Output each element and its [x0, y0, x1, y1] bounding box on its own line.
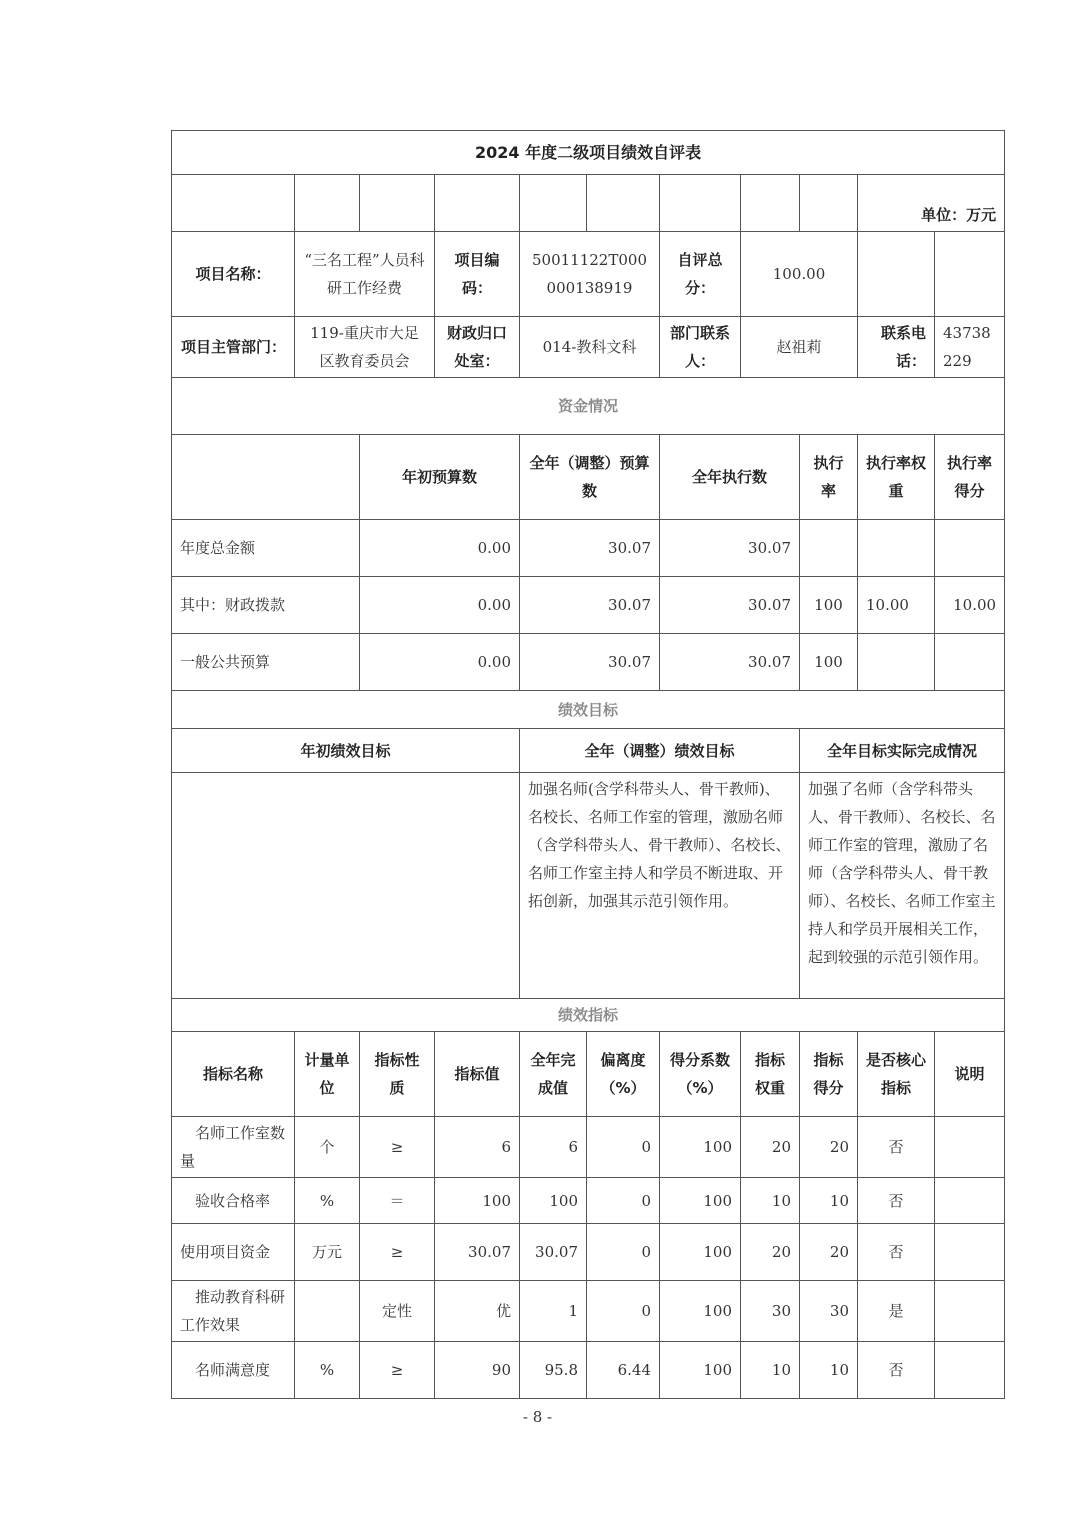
- indicator-weight: 10: [741, 1178, 800, 1224]
- page-number: - 8 -: [522, 1408, 553, 1426]
- indicator-weight: 20: [741, 1224, 800, 1281]
- indicator-actual: 95.8: [520, 1342, 587, 1399]
- self-score-value: 100.00: [741, 232, 858, 317]
- indicator-row: [172, 1342, 1005, 1399]
- blank-cell: [172, 435, 360, 520]
- blank-cell: [172, 175, 295, 232]
- funds-row-score: [935, 520, 1005, 577]
- indicator-deviation: 0: [587, 1281, 660, 1342]
- indicator-name: 推动教育科研工作效果: [172, 1281, 295, 1342]
- indicator-unit: 个: [295, 1117, 360, 1178]
- indicator-score: 10: [800, 1342, 858, 1399]
- indicators-header-core: 是否核心指标: [858, 1032, 935, 1117]
- funds-row-weight: [858, 634, 935, 691]
- blank-cell: [741, 175, 800, 232]
- indicators-header-nature: 指标性质: [360, 1032, 435, 1117]
- dept-label: 项目主管部门：: [172, 317, 295, 378]
- indicator-nature: ≥: [360, 1117, 435, 1178]
- phone-value: 43738229: [935, 317, 1005, 378]
- indicator-row: [172, 1117, 1005, 1178]
- indicator-deviation: 0: [587, 1117, 660, 1178]
- indicator-core: 否: [858, 1178, 935, 1224]
- unit-label: 单位：万元: [858, 175, 1005, 232]
- indicator-row: [172, 1281, 1005, 1342]
- indicator-row: [172, 1178, 1005, 1224]
- blank-cell: [295, 175, 360, 232]
- indicator-note: [935, 1281, 1005, 1342]
- funds-row-adjusted: 30.07: [520, 634, 660, 691]
- goals-header-actual: 全年目标实际完成情况: [800, 729, 1005, 773]
- indicators-section-header: 绩效指标: [172, 999, 1005, 1032]
- indicator-core: 否: [858, 1117, 935, 1178]
- indicators-header-target: 指标值: [435, 1032, 520, 1117]
- form-title: 2024 年度二级项目绩效自评表: [172, 131, 1005, 175]
- dept-value: 119-重庆市大足区教育委员会: [295, 317, 435, 378]
- goals-header-initial: 年初绩效目标: [172, 729, 520, 773]
- indicator-weight: 10: [741, 1342, 800, 1399]
- indicator-note: [935, 1342, 1005, 1399]
- indicators-header-score: 指标得分: [800, 1032, 858, 1117]
- project-name-value: “三名工程”人员科研工作经费: [295, 232, 435, 317]
- phone-label: 联系电话：: [858, 317, 935, 378]
- blank-cell: [858, 232, 935, 317]
- indicator-note: [935, 1178, 1005, 1224]
- indicator-name: 名师工作室数量: [172, 1117, 295, 1178]
- performance-form-table: [171, 130, 1005, 1399]
- indicators-header-note: 说明: [935, 1032, 1005, 1117]
- indicator-weight: 20: [741, 1117, 800, 1178]
- indicator-target: 优: [435, 1281, 520, 1342]
- indicators-header-coef: 得分系数（%）: [660, 1032, 741, 1117]
- indicator-actual: 1: [520, 1281, 587, 1342]
- indicator-nature: ≥: [360, 1224, 435, 1281]
- blank-cell: [587, 175, 660, 232]
- office-value: 014-教科文科: [520, 317, 660, 378]
- indicator-deviation: 0: [587, 1224, 660, 1281]
- indicator-score: 10: [800, 1178, 858, 1224]
- funds-row-executed: 30.07: [660, 577, 800, 634]
- funds-header-rate: 执行率: [800, 435, 858, 520]
- funds-row-rate: 100: [800, 577, 858, 634]
- indicator-actual: 30.07: [520, 1224, 587, 1281]
- funds-row-name: 其中：财政拨款: [172, 577, 360, 634]
- indicator-target: 30.07: [435, 1224, 520, 1281]
- funds-header-score: 执行率得分: [935, 435, 1005, 520]
- funds-row-executed: 30.07: [660, 520, 800, 577]
- indicator-coef: 100: [660, 1117, 741, 1178]
- funds-section-header: 资金情况: [172, 378, 1005, 435]
- indicator-note: [935, 1117, 1005, 1178]
- blank-cell: [435, 175, 520, 232]
- contact-label: 部门联系人：: [660, 317, 741, 378]
- indicator-target: 100: [435, 1178, 520, 1224]
- funds-header-initial: 年初预算数: [360, 435, 520, 520]
- indicator-name: 验收合格率: [172, 1178, 295, 1224]
- project-code-label: 项目编码：: [435, 232, 520, 317]
- indicator-nature: 定性: [360, 1281, 435, 1342]
- funds-row: [172, 634, 1005, 691]
- goals-actual-text: 加强了名师（含学科带头人、骨干教师）、名校长、名师工作室的管理，激励了名师（含学科带头人、骨干教师）、名校长、名师工作室主持人和学员开展相关工作，起到较强的示范引领作用。: [800, 773, 1005, 999]
- blank-cell: [660, 175, 741, 232]
- indicator-target: 90: [435, 1342, 520, 1399]
- funds-row: [172, 577, 1005, 634]
- funds-row-adjusted: 30.07: [520, 520, 660, 577]
- indicator-unit: 万元: [295, 1224, 360, 1281]
- indicator-nature: ≥: [360, 1342, 435, 1399]
- indicator-unit: %: [295, 1178, 360, 1224]
- funds-row-initial: 0.00: [360, 577, 520, 634]
- indicators-header-weight: 指标权重: [741, 1032, 800, 1117]
- funds-row-initial: 0.00: [360, 520, 520, 577]
- indicator-nature: ＝: [360, 1178, 435, 1224]
- funds-header-weight: 执行率权重: [858, 435, 935, 520]
- indicator-coef: 100: [660, 1224, 741, 1281]
- indicator-unit: [295, 1281, 360, 1342]
- indicator-score: 20: [800, 1224, 858, 1281]
- funds-row-name: 年度总金额: [172, 520, 360, 577]
- funds-row-weight: 10.00: [858, 577, 935, 634]
- indicator-core: 是: [858, 1281, 935, 1342]
- indicator-actual: 100: [520, 1178, 587, 1224]
- funds-header-adjusted: 全年（调整）预算数: [520, 435, 660, 520]
- indicator-score: 20: [800, 1117, 858, 1178]
- project-name-label: 项目名称：: [172, 232, 295, 317]
- indicator-deviation: 0: [587, 1178, 660, 1224]
- funds-row-score: [935, 634, 1005, 691]
- indicator-weight: 30: [741, 1281, 800, 1342]
- funds-row: [172, 520, 1005, 577]
- contact-value: 赵祖莉: [741, 317, 858, 378]
- funds-row-executed: 30.07: [660, 634, 800, 691]
- funds-header-executed: 全年执行数: [660, 435, 800, 520]
- funds-row-rate: [800, 520, 858, 577]
- indicator-actual: 6: [520, 1117, 587, 1178]
- self-score-label: 自评总分：: [660, 232, 741, 317]
- indicator-name: 名师满意度: [172, 1342, 295, 1399]
- office-label: 财政归口处室：: [435, 317, 520, 378]
- indicator-unit: %: [295, 1342, 360, 1399]
- goals-header-adjusted: 全年（调整）绩效目标: [520, 729, 800, 773]
- project-code-value: 50011122T000000138919: [520, 232, 660, 317]
- indicator-name: 使用项目资金: [172, 1224, 295, 1281]
- blank-cell: [360, 175, 435, 232]
- goals-initial-text: [172, 773, 520, 999]
- blank-cell: [520, 175, 587, 232]
- goals-section-header: 绩效目标: [172, 691, 1005, 729]
- indicator-note: [935, 1224, 1005, 1281]
- indicators-header-unit: 计量单位: [295, 1032, 360, 1117]
- indicators-header-actual: 全年完成值: [520, 1032, 587, 1117]
- funds-row-score: 10.00: [935, 577, 1005, 634]
- funds-row-adjusted: 30.07: [520, 577, 660, 634]
- indicators-header-deviation: 偏离度（%）: [587, 1032, 660, 1117]
- funds-row-initial: 0.00: [360, 634, 520, 691]
- indicator-target: 6: [435, 1117, 520, 1178]
- blank-cell: [800, 175, 858, 232]
- funds-row-weight: [858, 520, 935, 577]
- indicator-coef: 100: [660, 1178, 741, 1224]
- goals-adjusted-text: 加强名师(含学科带头人、骨干教师)、名校长、名师工作室的管理，激励名师（含学科带头人、骨干教师）、名校长、名师工作室主持人和学员不断进取、开拓创新，加强其示范引领作用。: [520, 773, 800, 999]
- indicator-core: 否: [858, 1224, 935, 1281]
- indicators-header-name: 指标名称: [172, 1032, 295, 1117]
- blank-cell: [935, 232, 1005, 317]
- indicator-deviation: 6.44: [587, 1342, 660, 1399]
- funds-row-name: 一般公共预算: [172, 634, 360, 691]
- indicator-coef: 100: [660, 1342, 741, 1399]
- indicator-row: [172, 1224, 1005, 1281]
- indicator-core: 否: [858, 1342, 935, 1399]
- indicator-coef: 100: [660, 1281, 741, 1342]
- indicator-score: 30: [800, 1281, 858, 1342]
- funds-row-rate: 100: [800, 634, 858, 691]
